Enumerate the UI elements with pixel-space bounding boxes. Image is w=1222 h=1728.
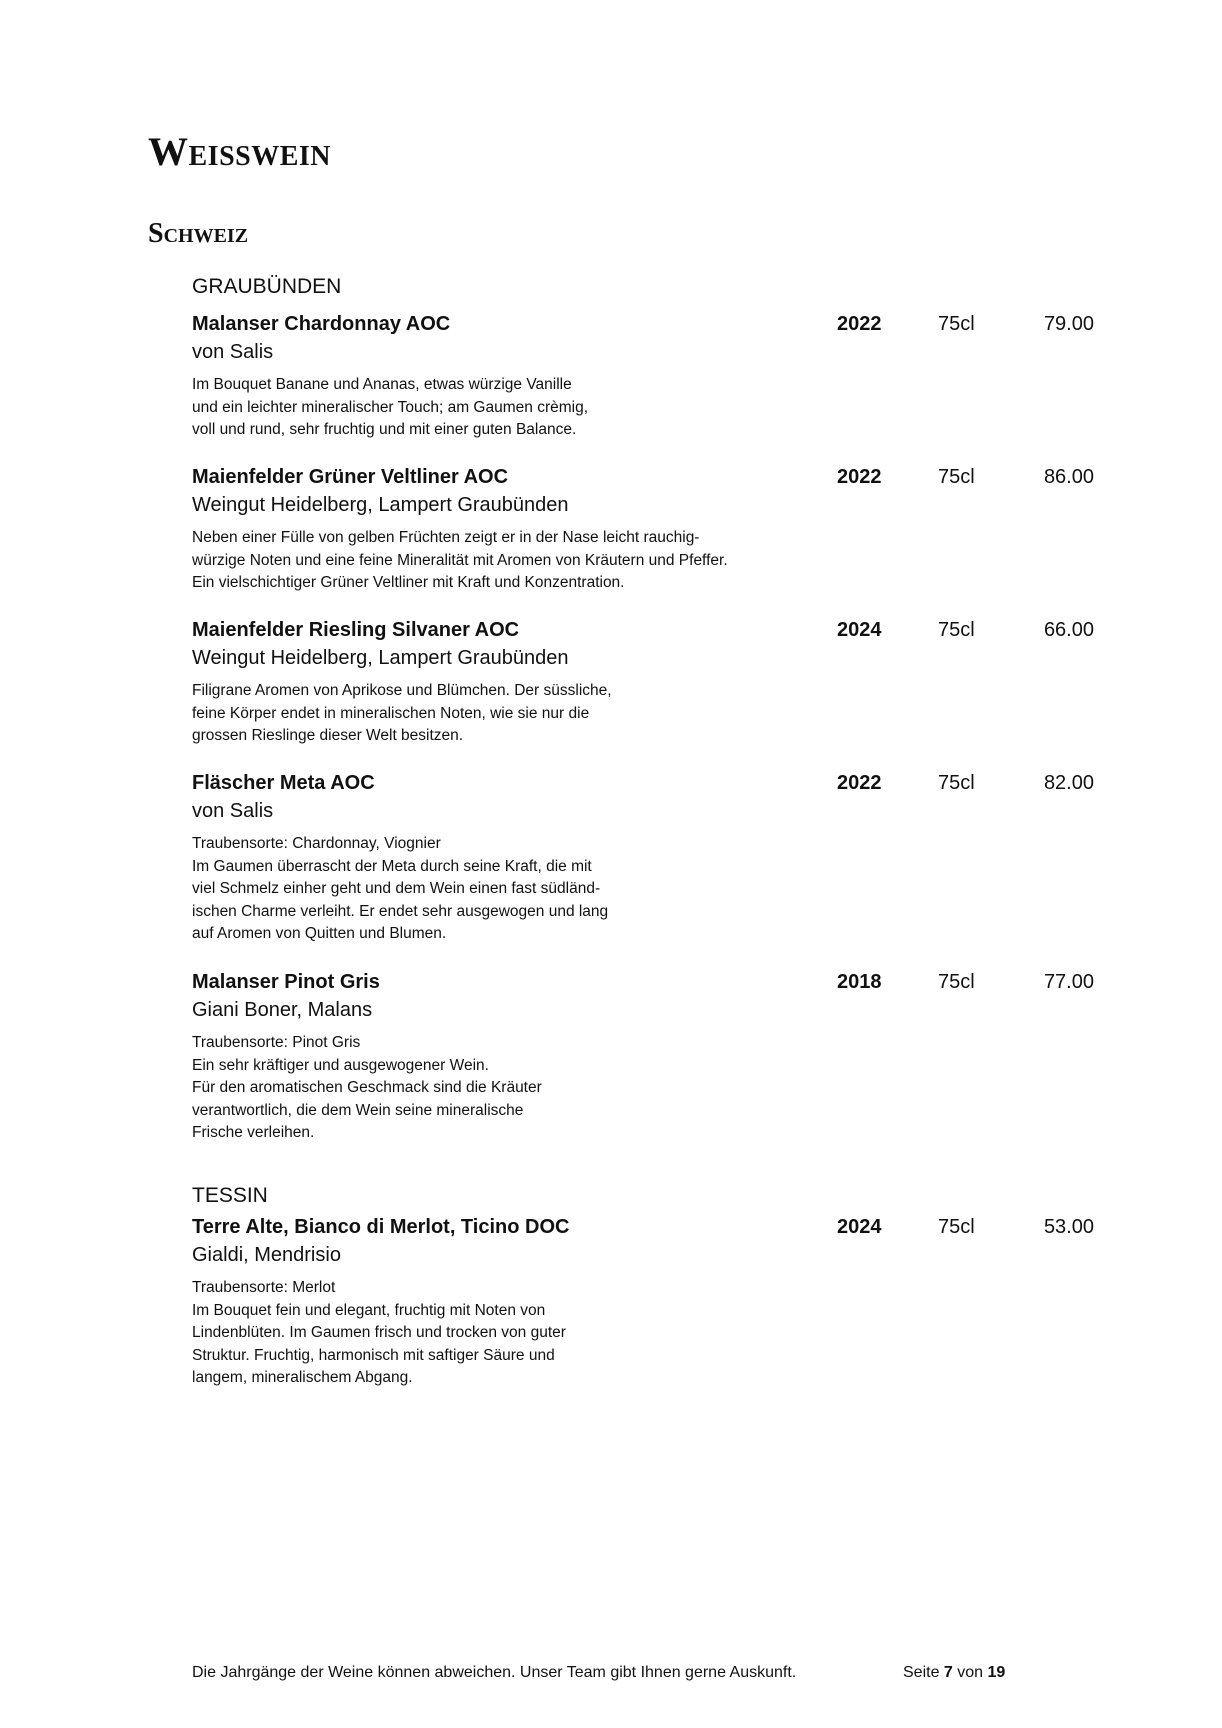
wine-name: Maienfelder Grüner Veltliner AOC <box>192 466 509 488</box>
wine-description <box>192 833 1092 946</box>
description-line: verantwortlich, die dem Wein seine mineralische <box>192 1101 524 1119</box>
region-heading-graubuenden: GRAUBÜNDEN <box>192 275 342 298</box>
wine-producer: Gialdi, Mendrisio <box>192 1244 341 1266</box>
description-line: Lindenblüten. Im Gaumen frisch und trocken von guter <box>192 1324 566 1341</box>
wine-price: 86.00 <box>1043 466 1094 488</box>
wine-producer: Weingut Heidelberg, Lampert Graubünden <box>192 494 569 516</box>
description-line: feine Körper endet in mineralischen Noten, wie sie nur die <box>192 704 590 722</box>
description-line: Traubensorte: Merlot <box>192 1279 336 1296</box>
wine-entry <box>192 616 1092 748</box>
wine-vintage: 2022 <box>837 313 882 335</box>
page-label: Seite <box>903 1664 944 1681</box>
description-line: und ein leichter mineralischer Touch; am Gaumen crèmig, <box>192 398 589 416</box>
description-line: Im Bouquet fein und elegant, fruchtig mit Noten von <box>192 1301 546 1319</box>
wine-bottle-size: 75cl <box>938 619 975 641</box>
wine-name: Maienfelder Riesling Silvaner AOC <box>192 619 520 641</box>
region-heading-tessin: TESSIN <box>192 1184 268 1207</box>
wine-vintage: 2022 <box>837 772 882 794</box>
description-line: ischen Charme verleiht. Er endet sehr ausgewogen und lang <box>192 902 609 920</box>
description-line: Filigrane Aromen von Aprikose und Blümchen. Der süssliche, <box>192 682 612 699</box>
wine-price: 77.00 <box>1043 971 1094 993</box>
wine-description <box>192 1032 1092 1145</box>
wine-bottle-size: 75cl <box>938 313 975 335</box>
wine-price: 66.00 <box>1043 619 1094 641</box>
wine-header <box>192 1213 1092 1241</box>
wine-producer: von Salis <box>192 800 274 822</box>
wine-vintage: 2018 <box>837 971 882 993</box>
wine-description <box>192 374 1092 442</box>
wine-producer: von Salis <box>192 341 274 363</box>
wine-entry <box>192 463 1092 595</box>
description-line: Traubensorte: Chardonnay, Viognier <box>192 835 441 852</box>
wine-header <box>192 769 1092 797</box>
wine-producer: Weingut Heidelberg, Lampert Graubünden <box>192 647 569 669</box>
description-line: grossen Rieslinge dieser Welt besitzen. <box>192 727 464 744</box>
wine-name: Malanser Chardonnay AOC <box>192 313 451 335</box>
page-total: 19 <box>987 1664 1006 1681</box>
description-line: Traubensorte: Pinot Gris <box>192 1034 361 1051</box>
wine-vintage: 2024 <box>837 1216 882 1238</box>
description-line: langem, mineralischem Abgang. <box>192 1369 413 1386</box>
wine-name: Fläscher Meta AOC <box>192 772 375 794</box>
wine-name: Terre Alte, Bianco di Merlot, Ticino DOC <box>192 1216 570 1238</box>
wine-price: 53.00 <box>1043 1216 1094 1238</box>
wine-header <box>192 463 1092 491</box>
wine-producer: Giani Boner, Malans <box>192 999 373 1021</box>
page-title: Weisswein <box>148 129 332 174</box>
wine-entry <box>192 968 1092 1145</box>
wine-header <box>192 310 1092 338</box>
wine-header <box>192 616 1092 644</box>
wine-header <box>192 968 1092 996</box>
description-line: Ein sehr kräftiger und ausgewogener Wein. <box>192 1056 489 1074</box>
wine-entry <box>192 769 1092 946</box>
description-line: Struktur. Fruchtig, harmonisch mit saftiger Säure und <box>192 1346 555 1364</box>
description-line: auf Aromen von Quitten und Blumen. <box>192 925 447 942</box>
wine-bottle-size: 75cl <box>938 466 975 488</box>
wine-bottle-size: 75cl <box>938 772 975 794</box>
wine-entry <box>192 1213 1092 1390</box>
country-heading: Schweiz <box>148 218 249 249</box>
wine-price: 82.00 <box>1043 772 1094 794</box>
description-line: Ein vielschichtiger Grüner Veltliner mit Kraft und Konzentration. <box>192 574 625 591</box>
wine-description <box>192 527 1092 595</box>
wine-bottle-size: 75cl <box>938 1216 975 1238</box>
description-line: viel Schmelz einher geht und dem Wein einen fast südländ- <box>192 880 601 897</box>
description-line: Für den aromatischen Geschmack sind die Kräuter <box>192 1079 542 1096</box>
footer-note: Die Jahrgänge der Weine können abweichen. Unser Team gibt Ihnen gerne Auskunft. <box>192 1664 797 1681</box>
page-separator: von <box>952 1664 988 1681</box>
page-current: 7 <box>943 1664 953 1681</box>
wine-price: 79.00 <box>1043 313 1094 335</box>
wine-vintage: 2024 <box>837 619 882 641</box>
wine-bottle-size: 75cl <box>938 971 975 993</box>
description-line: Im Gaumen überrascht der Meta durch seine Kraft, die mit <box>192 857 592 875</box>
description-line: Neben einer Fülle von gelben Früchten zeigt er in der Nase leicht rauchig- <box>192 529 700 546</box>
page-number <box>903 1663 1005 1683</box>
wine-description <box>192 680 1092 748</box>
description-line: Frische verleihen. <box>192 1124 315 1141</box>
description-line: Im Bouquet Banane und Ananas, etwas würzige Vanille <box>192 376 572 393</box>
wine-entry <box>192 310 1092 442</box>
description-line: voll und rund, sehr fruchtig und mit einer guten Balance. <box>192 421 577 438</box>
wine-description <box>192 1277 1092 1390</box>
wine-name: Malanser Pinot Gris <box>192 971 380 993</box>
description-line: würzige Noten und eine feine Mineralität mit Aromen von Kräutern und Pfeffer. <box>192 551 728 569</box>
wine-vintage: 2022 <box>837 466 882 488</box>
